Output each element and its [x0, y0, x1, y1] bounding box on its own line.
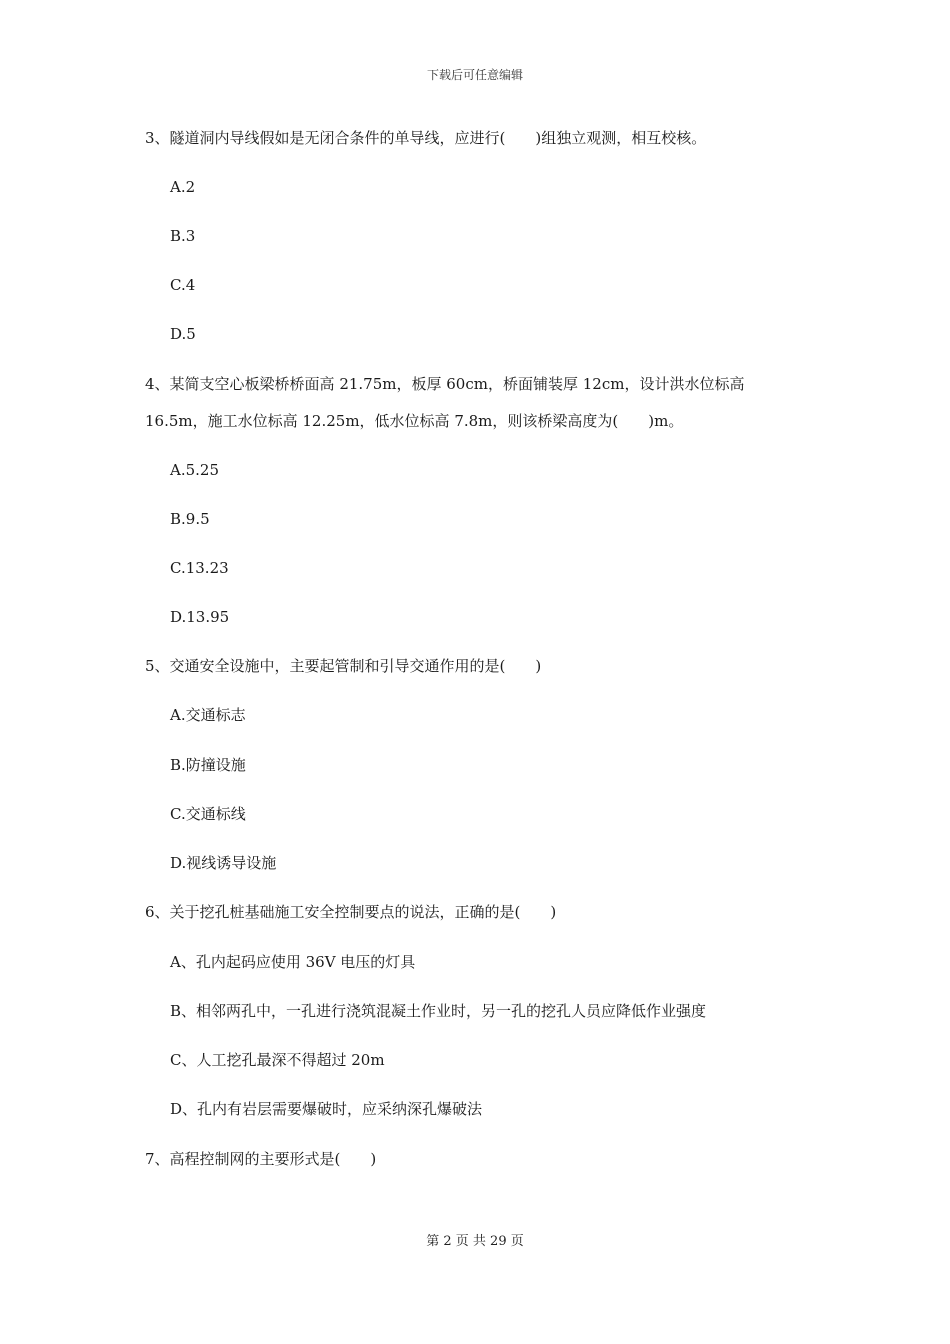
question-4-option-c: C.13.23 [170, 559, 229, 577]
question-4-stem-line-1: 4、某简支空心板梁桥桥面高 21.75m，板厚 60cm，桥面铺装厚 12cm，设计洪水位标高 [145, 375, 745, 393]
question-5-option-a: A.交通标志 [170, 706, 246, 724]
question-3-option-c: C.4 [170, 276, 196, 294]
question-5-stem: 5、交通安全设施中，主要起管制和引导交通作用的是( ) [145, 657, 542, 675]
question-4-option-d: D.13.95 [170, 608, 230, 626]
question-3-option-a: A.2 [170, 178, 196, 196]
question-5-option-b: B.防撞设施 [170, 756, 246, 774]
question-6-stem: 6、关于挖孔桩基础施工安全控制要点的说法，正确的是( ) [145, 903, 557, 921]
page-header: 下载后可任意编辑 [426, 68, 523, 82]
question-3-option-b: B.3 [170, 227, 196, 245]
question-3-stem: 3、隧道洞内导线假如是无闭合条件的单导线，应进行( )组独立观测，相互校核。 [145, 129, 707, 147]
question-4-stem-line-2: 16.5m，施工水位标高 12.25m，低水位标高 7.8m，则该桥梁高度为( )m。 [145, 412, 684, 430]
question-7-stem: 7、高程控制网的主要形式是( ) [145, 1150, 377, 1168]
question-5-option-c: C.交通标线 [170, 805, 246, 823]
question-3-option-d: D.5 [170, 325, 196, 343]
question-6-option-b: B、相邻两孔中，一孔进行浇筑混凝土作业时，另一孔的挖孔人员应降低作业强度 [170, 1002, 707, 1020]
question-6-option-a: A、孔内起码应使用 36V 电压的灯具 [170, 953, 416, 971]
question-4-option-a: A.5.25 [170, 461, 219, 479]
question-4-option-b: B.9.5 [170, 510, 210, 528]
question-6-option-d: D、孔内有岩层需要爆破时，应采纳深孔爆破法 [170, 1100, 483, 1118]
page-footer: 第 2 页 共 29 页 [426, 1234, 524, 1249]
question-6-option-c: C、人工挖孔最深不得超过 20m [170, 1051, 385, 1069]
question-5-option-d: D.视线诱导设施 [170, 854, 277, 872]
